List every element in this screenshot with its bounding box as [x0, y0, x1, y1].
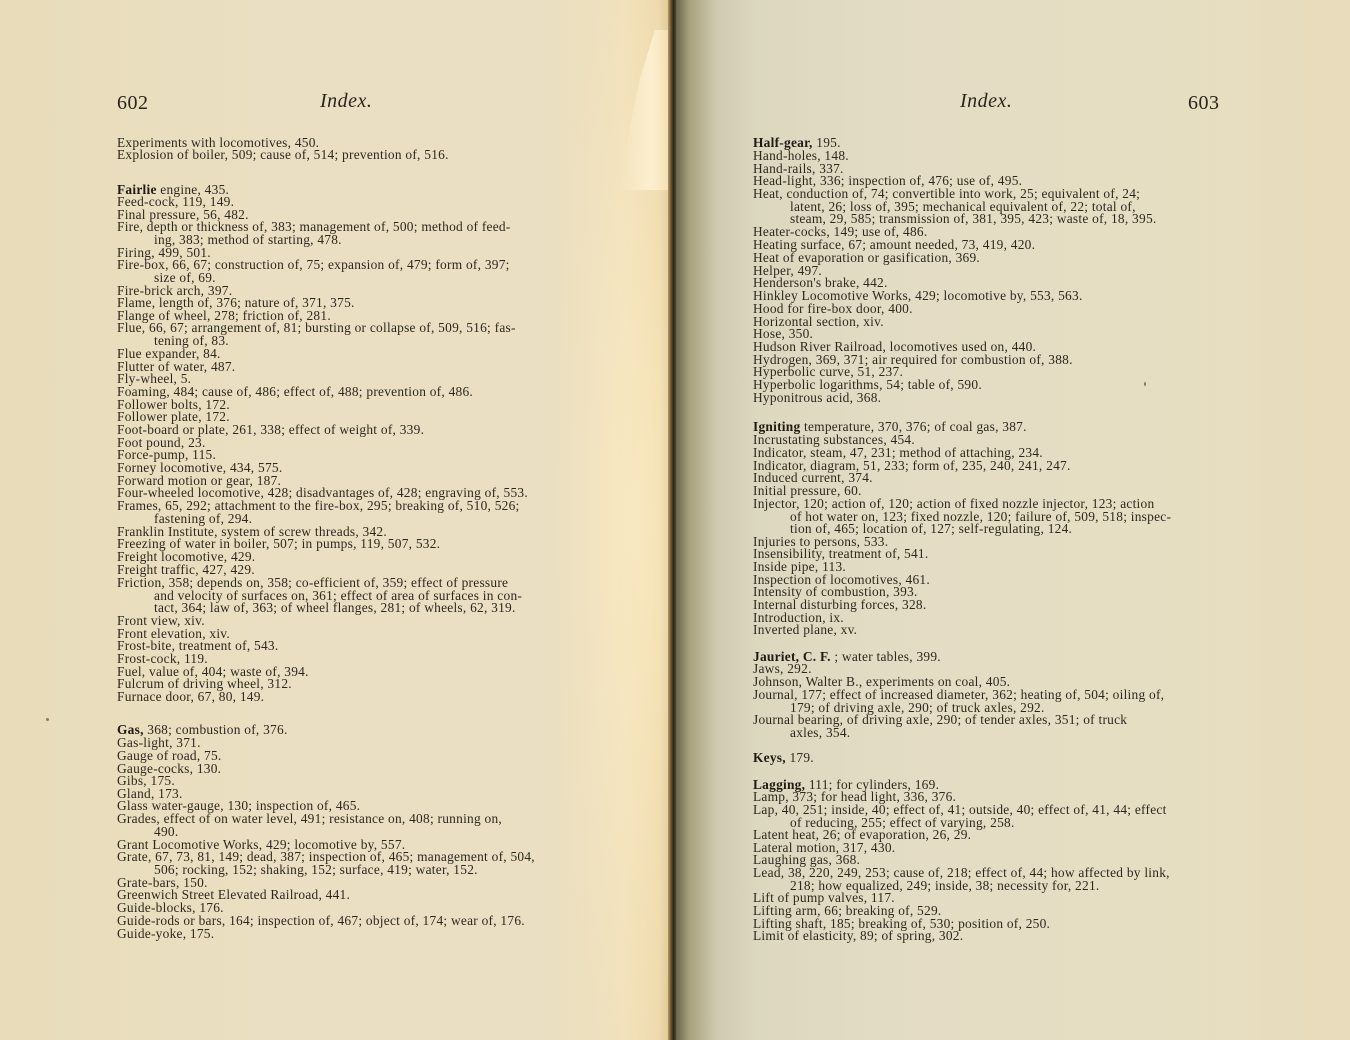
- entry-text: Inspection of locomotives, 461.: [753, 572, 930, 587]
- entry-text: Hyperbolic logarithms, 54; table of, 590.: [753, 377, 982, 392]
- entry-text: Franklin Institute, system of screw threads, 342.: [117, 524, 387, 539]
- entry-continuation-line: size of, 69.: [154, 269, 216, 285]
- index-entry: [117, 149, 449, 162]
- entry-text: Heat of evaporation or gasification, 369.: [753, 250, 981, 265]
- entry-text: Gas-light, 371.: [117, 735, 201, 750]
- entry-text: Hose, 350.: [753, 326, 814, 341]
- entry-text: Guide-blocks, 176.: [117, 900, 224, 915]
- entry-heading-bold: Jauriet, C. F.: [753, 649, 831, 664]
- entry-text: Johnson, Walter B., experiments on coal, 405.: [753, 674, 1011, 689]
- entry-text: Flame, length of, 376; nature of, 371, 375.: [117, 295, 355, 310]
- entry-text: Follower plate, 172.: [117, 409, 230, 424]
- entry-text: Frost-cock, 119.: [117, 651, 208, 666]
- entry-text: Furnace door, 67, 80, 149.: [117, 689, 265, 704]
- index-entry: [117, 577, 522, 615]
- entry-text: Feed-cock, 119, 149.: [117, 194, 235, 209]
- entry-continuation-line: of hot water on, 123; fixed nozzle, 120; failure of, 509, 518; inspec-: [790, 508, 1172, 524]
- index-entry: [117, 928, 214, 941]
- index-entry: [117, 221, 511, 246]
- entry-text: Greenwich Street Elevated Railroad, 441.: [117, 887, 351, 902]
- running-head-left: Index.: [320, 90, 373, 112]
- entry-text: Internal disturbing forces, 328.: [753, 597, 927, 612]
- index-entry: [753, 498, 1171, 536]
- entry-heading-bold: Gas,: [117, 722, 144, 737]
- entry-text: Gland, 173.: [117, 786, 183, 801]
- entry-continuation-line: tening of, 83.: [154, 332, 229, 348]
- entry-text: Lateral motion, 317, 430.: [753, 840, 896, 855]
- entry-text: Grant Locomotive Works, 429; locomotive by, 557.: [117, 837, 406, 852]
- entry-text: Front elevation, xiv.: [117, 626, 230, 641]
- entry-text: Foot-board or plate, 261, 338; effect of weight of, 339.: [117, 422, 425, 437]
- left-page: [0, 0, 672, 1040]
- entry-text: Flutter of water, 487.: [117, 359, 236, 374]
- entry-text: Gauge of road, 75.: [117, 748, 222, 763]
- entry-text: Journal, 177; effect of increased diameter, 362; heating of, 504; oiling of,: [753, 687, 1165, 702]
- entry-continuation-line: 506; rocking, 152; shaking, 152; surface, 419; water, 152.: [154, 861, 478, 877]
- entry-text: Intensity of combustion, 393.: [753, 584, 918, 599]
- entry-text: Hand-holes, 148.: [753, 148, 849, 163]
- entry-continuation-line: of reducing, 255; effect of varying, 258.: [790, 814, 1015, 830]
- entry-text: Incrustating substances, 454.: [753, 432, 915, 447]
- page-number-left: 602: [117, 92, 149, 114]
- running-head-right: Index.: [960, 90, 1013, 112]
- entry-first-line: [117, 149, 449, 162]
- entry-heading-bold: Lagging,: [753, 777, 806, 792]
- entry-text: Flue expander, 84.: [117, 346, 221, 361]
- entry-continuation-line: latent, 26; loss of, 395; mechanical equivalent of, 22; total of,: [790, 198, 1136, 214]
- entry-text: Grate-bars, 150.: [117, 875, 208, 890]
- entry-text: Guide-rods or bars, 164; inspection of, 467; object of, 174; wear of, 176.: [117, 913, 525, 928]
- entry-first-line: [753, 930, 963, 943]
- entry-heading-bold: Half-gear,: [753, 135, 813, 150]
- entry-text: Fire, depth or thickness of, 383; management of, 500; method of feed-: [117, 219, 511, 234]
- entry-first-line: [753, 752, 814, 765]
- entry-text: Limit of elasticity, 89; of spring, 302.: [753, 928, 964, 943]
- index-entry: [117, 691, 264, 704]
- entry-text: Insensibility, treatment of, 541.: [753, 546, 929, 561]
- entry-text: Fire-brick arch, 397.: [117, 283, 233, 298]
- entry-text: Follower bolts, 172.: [117, 397, 230, 412]
- entry-continuation-line: fastening of, 294.: [154, 510, 253, 526]
- entry-text: Hyperbolic curve, 51, 237.: [753, 364, 904, 379]
- entry-text: 111; for cylinders, 169.: [805, 777, 940, 792]
- entry-continuation-line: 490.: [154, 823, 179, 839]
- entry-text: Introduction, ix.: [753, 610, 844, 625]
- entry-text: Freight traffic, 427, 429.: [117, 562, 255, 577]
- entry-text: Laughing gas, 368.: [753, 852, 861, 867]
- entry-continuation-line: axles, 354.: [790, 724, 851, 740]
- entry-text: Explosion of boiler, 509; cause of, 514; prevention of, 516.: [117, 147, 449, 162]
- entry-text: Four-wheeled locomotive, 428; disadvantages of, 428; engraving of, 553.: [117, 485, 528, 500]
- index-entry: [117, 813, 502, 838]
- entry-text: Lap, 40, 251; inside, 40; effect of, 41; outside, 40; effect of, 41, 44; effect: [753, 802, 1167, 817]
- entry-text: Hydrogen, 369, 371; air required for combustion of, 388.: [753, 352, 1073, 367]
- index-entry: [753, 752, 814, 765]
- entry-text: Gauge-cocks, 130.: [117, 761, 222, 776]
- entry-text: Force-pump, 115.: [117, 447, 217, 462]
- entry-text: Fire-box, 66, 67; construction of, 75; expansion of, 479; form of, 397;: [117, 257, 510, 272]
- entry-text: Lifting arm, 66; breaking of, 529.: [753, 903, 942, 918]
- entry-text: Hyponitrous acid, 368.: [753, 390, 882, 405]
- entry-text: Glass water-gauge, 130; inspection of, 465.: [117, 798, 361, 813]
- index-entry: [753, 624, 857, 637]
- entry-text: Firing, 499, 501.: [117, 245, 211, 260]
- entry-text: Fuel, value of, 404; waste of, 394.: [117, 664, 309, 679]
- entry-text: Indicator, diagram, 51, 233; form of, 235, 240, 241, 247.: [753, 458, 1071, 473]
- entry-text: Journal bearing, of driving axle, 290; of tender axles, 351; of truck: [753, 712, 1128, 727]
- entry-text: Injector, 120; action of, 120; action of fixed nozzle injector, 123; action: [753, 496, 1155, 511]
- entry-text: 179.: [785, 750, 814, 765]
- page-tear-mark: [620, 30, 670, 190]
- entry-text: Latent heat, 26; of evaporation, 26, 29.: [753, 827, 972, 842]
- entry-text: temperature, 370, 376; of coal gas, 387.: [800, 419, 1027, 434]
- entry-text: Heat, conduction of, 74; convertible into work, 25; equivalent of, 24;: [753, 186, 1141, 201]
- entry-continuation-line: tion of, 465; location of, 127; self-regulating, 124.: [790, 521, 1073, 537]
- entry-heading-bold: Fairlie: [117, 182, 157, 197]
- index-entry: [753, 930, 963, 943]
- entry-text: ; water tables, 399.: [830, 649, 941, 664]
- entry-continuation-line: ing, 383; method of starting, 478.: [154, 231, 342, 247]
- entry-text: Frames, 65, 292; attachment to the fire-box, 295; breaking of, 510, 526;: [117, 498, 520, 513]
- entry-text: Forward motion or gear, 187.: [117, 473, 282, 488]
- entry-text: Helper, 497.: [753, 263, 823, 278]
- entry-text: Henderson's brake, 442.: [753, 275, 888, 290]
- entry-text: Friction, 358; depends on, 358; co-efficient of, 359; effect of pressure: [117, 575, 509, 590]
- entry-text: Hand-rails, 337.: [753, 161, 844, 176]
- page-number-right: 603: [1188, 92, 1220, 114]
- entry-text: Lift of pump valves, 117.: [753, 890, 895, 905]
- entry-text: Induced current, 374.: [753, 470, 873, 485]
- entry-text: Jaws, 292.: [753, 661, 812, 676]
- index-entry: [753, 714, 1127, 739]
- entry-first-line: [117, 691, 264, 704]
- entry-text: Horizontal section, xiv.: [753, 314, 884, 329]
- entry-continuation-line: steam, 29, 585; transmission of, 381, 395, 423; waste of, 18, 395.: [790, 211, 1157, 227]
- entry-continuation-line: 179; of driving axle, 290; of truck axles, 292.: [790, 699, 1045, 715]
- entry-first-line: [117, 928, 214, 941]
- entry-text: Hinkley Locomotive Works, 429; locomotive by, 553, 563.: [753, 288, 1083, 303]
- right-page: [676, 0, 1350, 1040]
- index-entry: [753, 804, 1167, 829]
- entry-text: Guide-yoke, 175.: [117, 926, 215, 941]
- entry-text: Lead, 38, 220, 249, 253; cause of, 218; effect of, 44; how affected by link,: [753, 865, 1170, 880]
- entry-text: Final pressure, 56, 482.: [117, 207, 249, 222]
- entry-text: Experiments with locomotives, 450.: [117, 135, 320, 150]
- entry-text: Heater-cocks, 149; use of, 486.: [753, 224, 928, 239]
- entry-heading-bold: Igniting: [753, 419, 801, 434]
- entry-continuation-line: 218; how equalized, 249; inside, 38; necessity for, 221.: [790, 877, 1100, 893]
- index-entry: [753, 689, 1164, 714]
- index-entry: [117, 500, 520, 525]
- entry-text: Foot pound, 23.: [117, 435, 206, 450]
- entry-text: Forney locomotive, 434, 575.: [117, 460, 283, 475]
- entry-text: Inside pipe, 113.: [753, 559, 847, 574]
- entry-continuation-line: and velocity of surfaces on, 361; effect of area of surfaces in con-: [154, 587, 523, 603]
- entry-text: Indicator, steam, 47, 231; method of attaching, 234.: [753, 445, 1043, 460]
- index-entry: [753, 392, 881, 405]
- entry-text: Frost-bite, treatment of, 543.: [117, 638, 279, 653]
- paper-speck: [1144, 382, 1146, 386]
- entry-heading-bold: Keys,: [753, 750, 786, 765]
- entry-text: Front view, xiv.: [117, 613, 205, 628]
- entry-text: Fly-wheel, 5.: [117, 371, 192, 386]
- entry-text: Flange of wheel, 278; friction of, 281.: [117, 308, 331, 323]
- entry-text: Hood for fire-box door, 400.: [753, 301, 913, 316]
- index-entry: [117, 851, 535, 876]
- entry-text: Foaming, 484; cause of, 486; effect of, 488; prevention of, 486.: [117, 384, 474, 399]
- entry-text: Initial pressure, 60.: [753, 483, 862, 498]
- entry-text: Freezing of water in boiler, 507; in pumps, 119, 507, 532.: [117, 536, 441, 551]
- index-entry: [117, 322, 516, 347]
- entry-text: Grate, 67, 73, 81, 149; dead, 387; inspection of, 465; management of, 504,: [117, 849, 535, 864]
- entry-text: Freight locomotive, 429.: [117, 549, 256, 564]
- entry-continuation-line: tact, 364; law of, 363; of wheel flanges, 281; of wheels, 62, 319.: [154, 600, 516, 616]
- entry-text: Lamp, 373; for head light, 336, 376.: [753, 789, 957, 804]
- entry-text: Grades, effect of on water level, 491; resistance on, 408; running on,: [117, 811, 503, 826]
- entry-text: Flue, 66, 67; arrangement of, 81; bursting or collapse of, 509, 516; fas-: [117, 320, 516, 335]
- entry-text: 195.: [812, 135, 841, 150]
- entry-first-line: [753, 624, 857, 637]
- paper-speck: [46, 718, 49, 721]
- index-entry: [753, 188, 1157, 226]
- entry-text: Lifting shaft, 185; breaking of, 530; position of, 250.: [753, 916, 1051, 931]
- entry-text: Inverted plane, xv.: [753, 622, 858, 637]
- entry-text: Hudson River Railroad, locomotives used on, 440.: [753, 339, 1037, 354]
- entry-text: Gibs, 175.: [117, 773, 175, 788]
- entry-text: Fulcrum of driving wheel, 312.: [117, 676, 292, 691]
- entry-text: engine, 435.: [156, 182, 230, 197]
- entry-text: 368; combustion of, 376.: [143, 722, 288, 737]
- entry-text: Head-light, 336; inspection of, 476; use of, 495.: [753, 173, 1023, 188]
- entry-text: Heating surface, 67; amount needed, 73, 419, 420.: [753, 237, 1036, 252]
- entry-text: Injuries to persons, 533.: [753, 534, 889, 549]
- entry-first-line: [753, 392, 881, 405]
- index-entry: [117, 259, 510, 284]
- index-entry: [753, 867, 1170, 892]
